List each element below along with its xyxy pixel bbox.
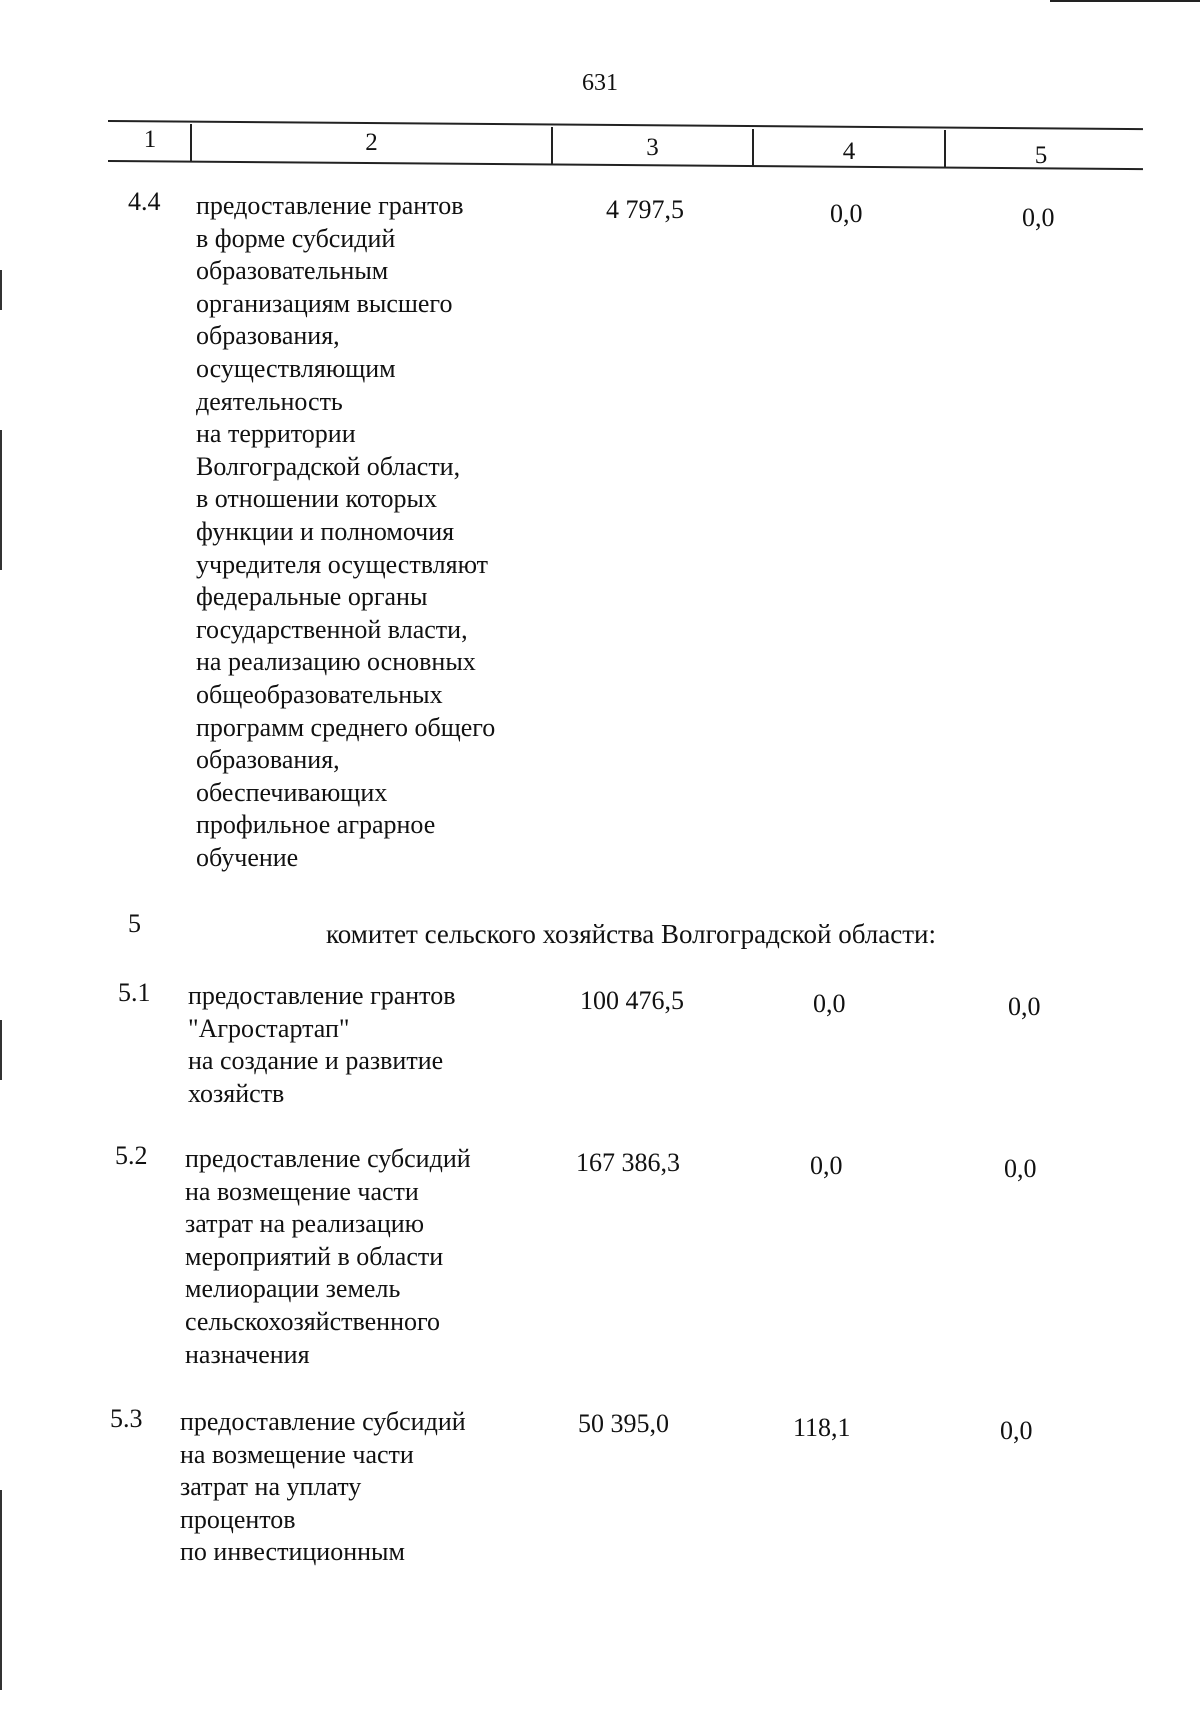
description-line: федеральные органы bbox=[196, 582, 428, 612]
description-line: предоставление субсидий bbox=[180, 1407, 466, 1436]
value-col5: 0,0 bbox=[1008, 992, 1041, 1021]
value-col4: 118,1 bbox=[793, 1413, 851, 1442]
value-col4: 0,0 bbox=[810, 1151, 843, 1180]
description-line: мелиорации земель bbox=[185, 1274, 401, 1304]
description-line: общеобразовательных bbox=[196, 679, 443, 709]
description-line: на возмещение части bbox=[185, 1176, 419, 1206]
row-number: 5.1 bbox=[118, 978, 151, 1007]
row-description bbox=[180, 1406, 466, 1569]
description-line: на реализацию основных bbox=[196, 647, 476, 677]
description-line: образования, bbox=[196, 745, 340, 775]
scan-edge bbox=[0, 430, 2, 570]
description-line: образования, bbox=[196, 321, 340, 351]
row-description bbox=[185, 1143, 471, 1371]
description-line: назначения bbox=[185, 1339, 310, 1369]
description-line: предоставление грантов bbox=[196, 191, 464, 220]
section-title: комитет сельского хозяйства Волгоградской области: bbox=[326, 919, 936, 949]
column-header-5: 5 bbox=[1034, 142, 1048, 169]
description-line: "Агростартап" bbox=[188, 1013, 350, 1043]
description-line: на территории bbox=[196, 419, 356, 449]
description-line: обеспечивающих bbox=[196, 777, 388, 807]
row-number: 4.4 bbox=[128, 187, 161, 216]
description-line: по инвестиционным bbox=[180, 1537, 405, 1567]
value-col5: 0,0 bbox=[1004, 1154, 1037, 1183]
column-header-3: 3 bbox=[646, 134, 659, 161]
description-line: предоставление субсидий bbox=[185, 1144, 471, 1173]
description-line: процентов bbox=[180, 1504, 296, 1534]
description-line: государственной власти, bbox=[196, 614, 468, 644]
column-header-1: 1 bbox=[143, 126, 157, 153]
description-line: предоставление грантов bbox=[188, 981, 456, 1010]
description-line: организациям высшего bbox=[196, 288, 453, 318]
description-line: деятельность bbox=[196, 386, 343, 416]
value-col3: 167 386,3 bbox=[576, 1148, 680, 1177]
row-number: 5.3 bbox=[110, 1404, 143, 1433]
page-number: 631 bbox=[582, 70, 618, 96]
value-col5: 0,0 bbox=[1022, 203, 1055, 232]
description-line: профильное аграрное bbox=[196, 810, 436, 840]
description-line: Волгоградской области, bbox=[196, 451, 461, 481]
value-col3: 100 476,5 bbox=[580, 986, 684, 1015]
scan-edge bbox=[0, 270, 2, 310]
description-line: программ среднего общего bbox=[196, 712, 496, 742]
description-line: образовательным bbox=[196, 256, 389, 286]
value-col3: 4 797,5 bbox=[606, 195, 684, 224]
description-line: на возмещение части bbox=[180, 1439, 414, 1469]
description-line: сельскохозяйственного bbox=[185, 1306, 440, 1336]
description-line: затрат на реализацию bbox=[185, 1209, 425, 1239]
description-line: в отношении которых bbox=[196, 484, 437, 514]
row-description bbox=[188, 980, 455, 1110]
description-line: в форме субсидий bbox=[196, 223, 396, 253]
column-header-4: 4 bbox=[842, 138, 856, 165]
description-line: функции и полномочия bbox=[196, 516, 455, 546]
scan-edge bbox=[1050, 0, 1200, 2]
description-line: мероприятий в области bbox=[185, 1241, 444, 1271]
value-col3: 50 395,0 bbox=[578, 1409, 669, 1438]
row-description bbox=[196, 190, 495, 874]
value-col5: 0,0 bbox=[1000, 1416, 1033, 1445]
description-line: учредителя осуществляют bbox=[196, 549, 489, 579]
value-col4: 0,0 bbox=[813, 989, 846, 1018]
row-number: 5.2 bbox=[115, 1141, 148, 1170]
description-line: обучение bbox=[196, 842, 299, 872]
description-line: осуществляющим bbox=[196, 353, 396, 383]
value-col4: 0,0 bbox=[830, 199, 863, 228]
scan-edge bbox=[0, 1020, 2, 1080]
scan-edge bbox=[0, 1490, 2, 1690]
description-line: затрат на уплату bbox=[180, 1472, 362, 1502]
column-header-2: 2 bbox=[365, 129, 378, 156]
description-line: на создание и развитие bbox=[188, 1046, 444, 1076]
row-number: 5 bbox=[128, 909, 141, 938]
description-line: хозяйств bbox=[188, 1078, 285, 1108]
